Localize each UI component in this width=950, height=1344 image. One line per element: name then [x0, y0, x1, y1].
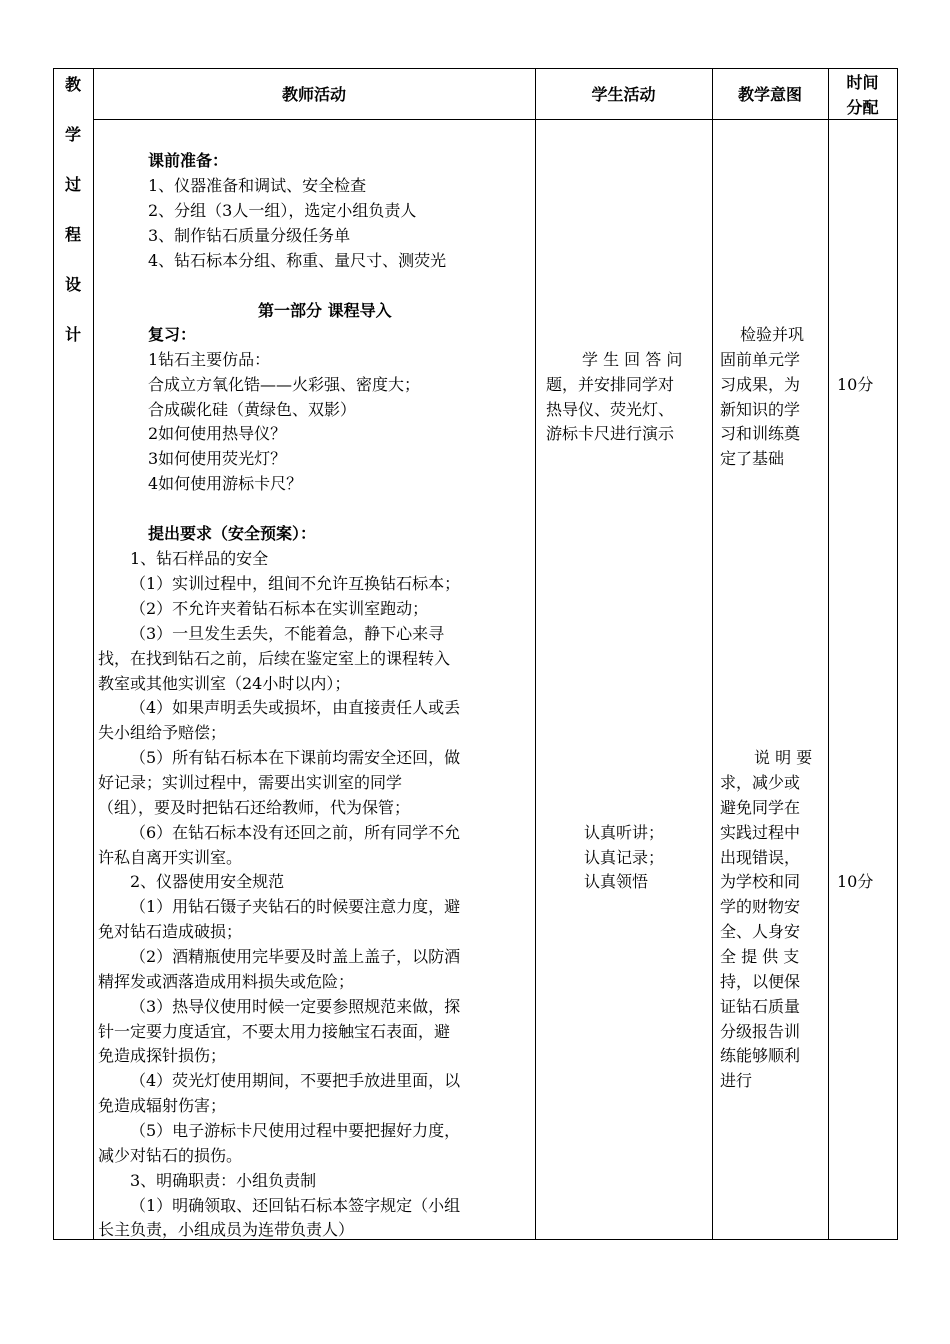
review-item: 2如何使用热导仪？	[148, 424, 287, 443]
purpose-text: 习和训练奠	[720, 424, 801, 443]
requirement-item: 减少对钻石的损伤。	[98, 1146, 243, 1165]
requirement-item: 免造成辐射伤害；	[98, 1096, 227, 1115]
side-label-char: 过	[64, 175, 81, 194]
review-item: 1钻石主要仿品：	[148, 350, 271, 369]
table-border-top	[53, 68, 898, 69]
prep-item: 2、分组（3人一组），选定小组负责人	[148, 201, 417, 220]
requirement-item: （1）明确领取、还回钻石标本签字规定（小组	[130, 1196, 461, 1215]
requirement-item: 好记录；实训过程中，需要出实训室的同学	[98, 773, 403, 792]
purpose-text: 检验并巩	[740, 325, 805, 344]
header-time-line1: 时间	[846, 73, 879, 92]
review-heading: 复习：	[148, 325, 197, 344]
requirement-item: （5）电子游标卡尺使用过程中要把握好力度，	[130, 1121, 461, 1140]
requirement-item: 针一定要力度适宜，不要太用力接触宝石表面，避	[98, 1022, 451, 1041]
prep-item: 3、制作钻石质量分级任务单	[148, 226, 351, 245]
purpose-text: 出现错误，	[720, 848, 801, 867]
table-divider-1	[93, 68, 94, 1240]
review-item: 3如何使用荧光灯？	[148, 449, 287, 468]
purpose-text: 实践过程中	[720, 823, 801, 842]
student-text: 认真领悟	[584, 872, 649, 891]
purpose-text: 为学校和同	[720, 872, 801, 891]
purpose-text: 避免同学在	[720, 798, 801, 817]
header-time-line2: 分配	[846, 98, 879, 117]
requirement-item: （3）热导仪使用时候一定要参照规范来做，探	[130, 997, 461, 1016]
purpose-text: 持，以便保	[720, 972, 801, 991]
time-allocation: 10分	[837, 375, 874, 394]
header-student-activity: 学生活动	[591, 85, 656, 104]
side-label-char: 程	[64, 225, 81, 244]
requirement-item: 许私自离开实训室。	[98, 848, 243, 867]
purpose-text: 全、人身安	[720, 922, 801, 941]
requirement-item: 找，在找到钻石之前，后续在鉴定室上的课程转入	[98, 649, 451, 668]
requirement-item: （组），要及时把钻石还给教师，代为保管；	[98, 798, 411, 817]
student-text: 游标卡尺进行演示	[546, 424, 675, 443]
header-row-divider	[93, 119, 898, 120]
side-label-char: 学	[64, 125, 81, 144]
purpose-text: 定了基础	[720, 449, 785, 468]
purpose-text: 进行	[720, 1071, 753, 1090]
prep-item: 4、钻石标本分组、称重、量尺寸、测荧光	[148, 251, 447, 270]
requirement-item: 免造成探针损伤；	[98, 1046, 227, 1065]
time-allocation: 10分	[837, 872, 874, 891]
requirement-item: （6）在钻石标本没有还回之前，所有同学不允	[130, 823, 461, 842]
table-divider-3	[712, 68, 713, 1240]
table-divider-2	[535, 68, 536, 1240]
purpose-text: 固前单元学	[720, 350, 801, 369]
student-text: 认真听讲；	[584, 823, 665, 842]
student-text: 学 生 回 答 问	[582, 350, 683, 369]
purpose-text: 分级报告训	[720, 1022, 801, 1041]
student-text: 题，并安排同学对	[546, 375, 675, 394]
requirement-item: （1）用钻石镊子夹钻石的时候要注意力度，避	[130, 897, 461, 916]
requirement-item: （5）所有钻石标本在下课前均需安全还回，做	[130, 748, 461, 767]
requirements-heading: 提出要求（安全预案）：	[148, 524, 317, 543]
requirement-item: 失小组给予赔偿；	[98, 723, 227, 742]
purpose-text: 求，减少或	[720, 773, 801, 792]
requirement-item: （4）荧光灯使用期间，不要把手放进里面，以	[130, 1071, 461, 1090]
requirement-item: （4）如果声明丢失或损坏，由直接责任人或丢	[130, 698, 461, 717]
requirement-item: 免对钻石造成破损；	[98, 922, 243, 941]
purpose-text: 学的财物安	[720, 897, 801, 916]
requirement-item: （1）实训过程中，组间不允许互换钻石标本；	[130, 574, 461, 593]
student-text: 热导仪、荧光灯、	[546, 400, 675, 419]
header-teaching-purpose: 教学意图	[737, 85, 802, 104]
requirement-item: 长主负责，小组成员为连带负责人）	[98, 1220, 355, 1239]
review-item: 合成碳化硅（黄绿色、双影）	[148, 400, 357, 419]
header-teacher-activity: 教师活动	[281, 85, 346, 104]
review-item: 合成立方氧化锆——火彩强、密度大；	[148, 375, 421, 394]
requirement-item: （2）不允许夹着钻石标本在实训室跑动；	[130, 599, 429, 618]
requirement-item: 精挥发或洒落造成用料损失或危险；	[98, 972, 355, 991]
purpose-text: 练能够顺利	[720, 1046, 801, 1065]
requirement-item: （2）酒精瓶使用完毕要及时盖上盖子，以防酒	[130, 947, 461, 966]
requirement-subheading: 1、钻石样品的安全	[130, 549, 269, 568]
prep-item: 1、仪器准备和调试、安全检查	[148, 176, 367, 195]
side-label-char: 计	[64, 325, 81, 344]
table-divider-4	[828, 68, 829, 1240]
side-label-char: 设	[64, 275, 81, 294]
table-border-right	[897, 68, 898, 1240]
side-label-char: 教	[64, 75, 81, 94]
section-title: 第一部分 课程导入	[258, 301, 392, 320]
purpose-text: 全 提 供 支	[720, 947, 800, 966]
purpose-text: 说 明 要	[754, 748, 813, 767]
requirement-subheading: 3、明确职责：小组负责制	[130, 1171, 317, 1190]
review-item: 4如何使用游标卡尺？	[148, 474, 303, 493]
student-text: 认真记录；	[584, 848, 665, 867]
requirement-item: （3）一旦发生丢失，不能着急，静下心来寻	[130, 624, 445, 643]
purpose-text: 证钻石质量	[720, 997, 801, 1016]
prep-heading: 课前准备：	[148, 151, 229, 170]
requirement-item: 教室或其他实训室（24小时以内）；	[98, 674, 351, 693]
purpose-text: 习成果，为	[720, 375, 801, 394]
requirement-subheading: 2、仪器使用安全规范	[130, 872, 285, 891]
purpose-text: 新知识的学	[720, 400, 801, 419]
